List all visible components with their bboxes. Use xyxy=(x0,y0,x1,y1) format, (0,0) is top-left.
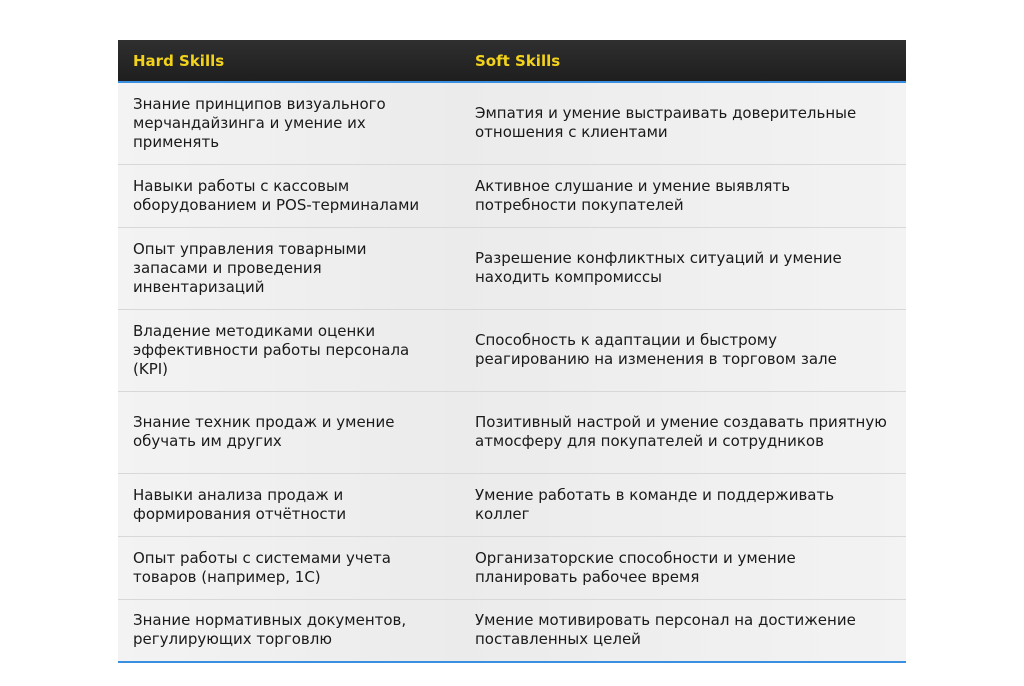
header-row xyxy=(118,40,906,82)
hard-skill-cell: Навыки анализа продаж и формирования отчётности xyxy=(118,473,460,536)
soft-skill-cell: Умение работать в команде и поддерживать коллег xyxy=(460,473,906,536)
header-soft-skills: Soft Skills xyxy=(460,40,906,82)
table-row xyxy=(118,391,906,473)
soft-skill-cell: Способность к адаптации и быстрому реагированию на изменения в торговом зале xyxy=(460,309,906,391)
table-header xyxy=(118,40,906,82)
table-row xyxy=(118,82,906,164)
hard-skill-cell: Знание техник продаж и умение обучать им других xyxy=(118,391,460,473)
table-row xyxy=(118,164,906,227)
soft-skill-cell: Умение мотивировать персонал на достижение поставленных целей xyxy=(460,599,906,662)
hard-skill-cell: Знание принципов визуального мерчандайзинга и умение их применять xyxy=(118,82,460,164)
hard-skill-cell: Владение методиками оценки эффективности работы персонала (KPI) xyxy=(118,309,460,391)
soft-skill-cell: Позитивный настрой и умение создавать приятную атмосферу для покупателей и сотрудников xyxy=(460,391,906,473)
table-body xyxy=(118,82,906,662)
table-row xyxy=(118,473,906,536)
hard-skill-cell: Опыт управления товарными запасами и проведения инвентаризаций xyxy=(118,227,460,309)
table-row xyxy=(118,227,906,309)
table-row xyxy=(118,309,906,391)
soft-skill-cell: Активное слушание и умение выявлять потребности покупателей xyxy=(460,164,906,227)
soft-skill-cell: Разрешение конфликтных ситуаций и умение находить компромиссы xyxy=(460,227,906,309)
hard-skill-cell: Опыт работы с системами учета товаров (например, 1С) xyxy=(118,536,460,599)
hard-skill-cell: Навыки работы с кассовым оборудованием и POS-терминалами xyxy=(118,164,460,227)
header-hard-skills: Hard Skills xyxy=(118,40,460,82)
soft-skill-cell: Организаторские способности и умение планировать рабочее время xyxy=(460,536,906,599)
table-row xyxy=(118,599,906,662)
skills-table-container xyxy=(118,40,906,663)
skills-table xyxy=(118,40,906,663)
hard-skill-cell: Знание нормативных документов, регулирующих торговлю xyxy=(118,599,460,662)
soft-skill-cell: Эмпатия и умение выстраивать доверительные отношения с клиентами xyxy=(460,82,906,164)
table-row xyxy=(118,536,906,599)
